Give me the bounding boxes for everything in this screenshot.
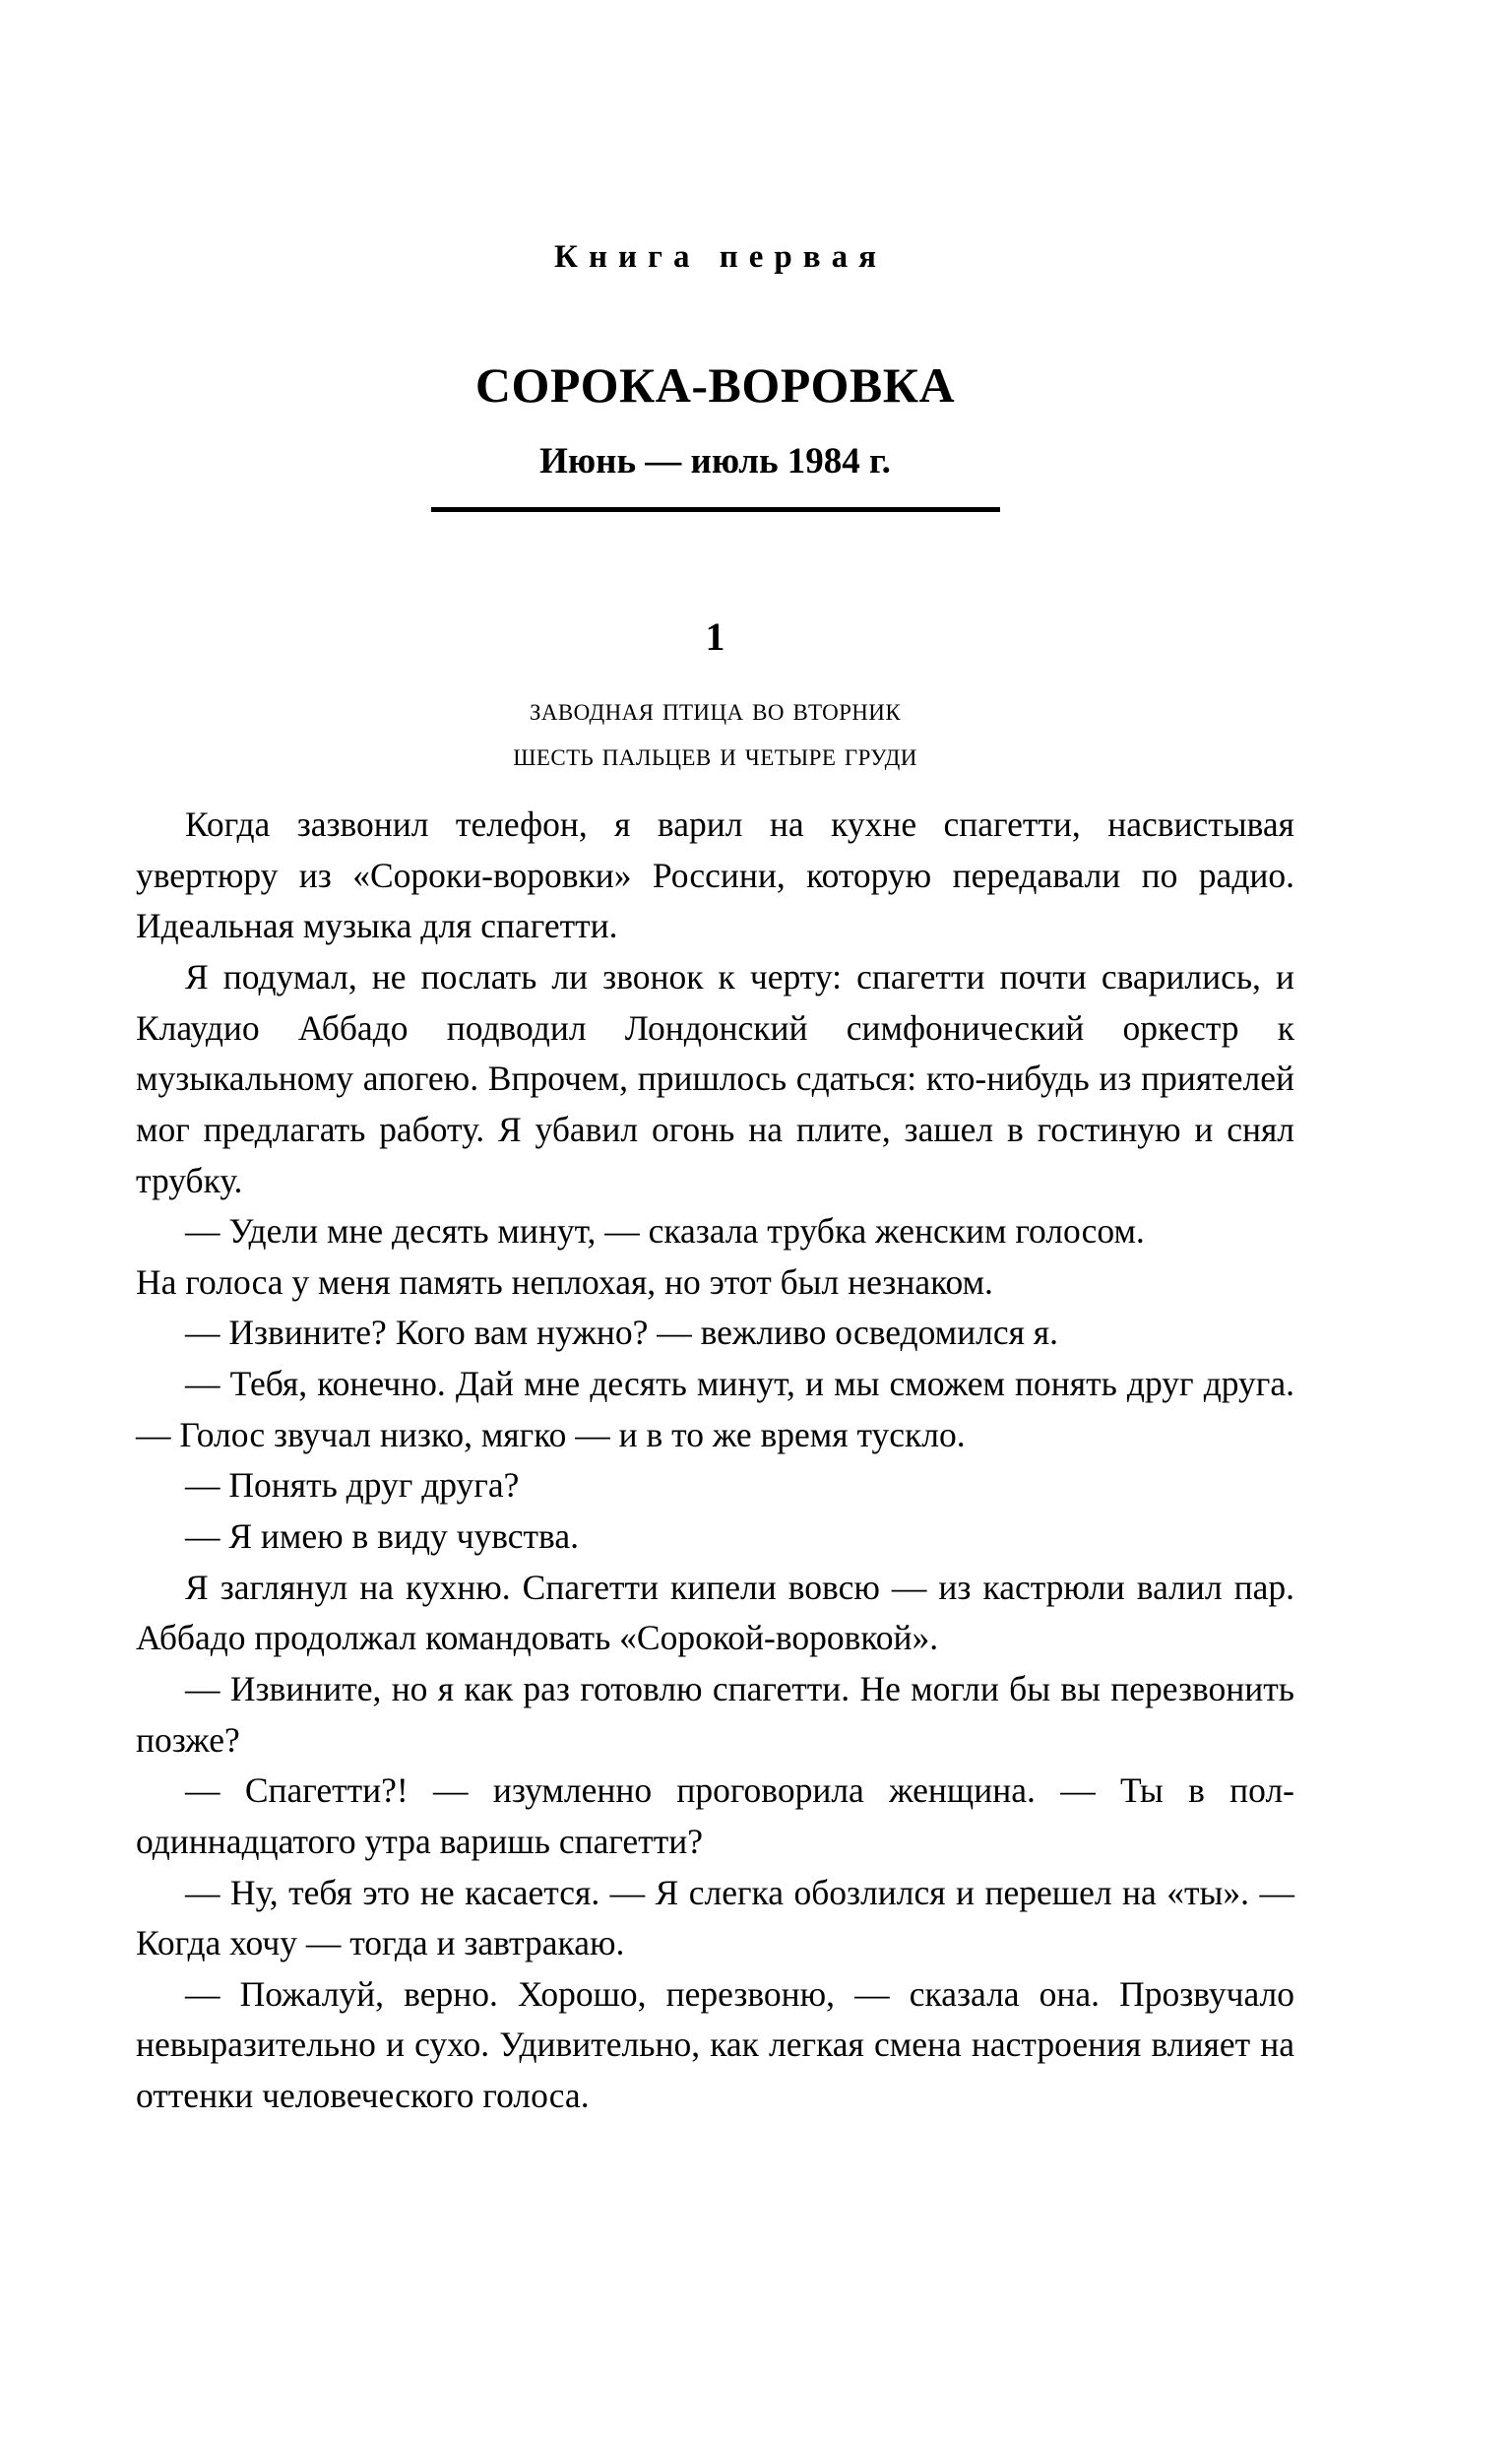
paragraph: — Ну, тебя это не касается. — Я слегка обозлился и перешел на «ты». — Когда хочу — тогда и завтракаю. bbox=[136, 1872, 1294, 1963]
horizontal-rule bbox=[431, 507, 1000, 512]
paragraph: — Удели мне десять минут, — сказала трубка женским голосом. bbox=[185, 1211, 1145, 1252]
part-label: Книга первая bbox=[554, 239, 887, 275]
paragraph: — Извините? Кого вам нужно? — вежливо осведомился я. bbox=[185, 1313, 1059, 1353]
chapter-subtitle-line-2: шесть пальцев и четыре груди bbox=[513, 737, 917, 773]
paragraph: Я заглянул на кухню. Спагетти кипели вовсю — из кастрюли валил пар. Аббадо продолжал командовать «Сорокой-воровкой». bbox=[136, 1567, 1294, 1658]
page-content-column bbox=[136, 0, 1294, 2122]
paragraph: Когда зазвонил телефон, я варил на кухне спагетти, насвистывая увертюру из «Сороки-воровки» Россини, которую передавали по радио. Идеальная музыка для спагетти. bbox=[136, 804, 1294, 946]
part-title: СОРОКА-ВОРОВКА bbox=[474, 357, 956, 414]
paragraph: — Спагетти?! — изумленно проговорила женщина. — Ты в пол-одиннадцатого утра варишь спагетти? bbox=[136, 1770, 1294, 1861]
paragraph: — Пожалуй, верно. Хорошо, перезвоню, — сказала она. Прозвучало невыразительно и сухо. Удивительно, как легкая смена настроения влияет на оттенки человеческого голоса. bbox=[136, 1973, 1294, 2116]
paragraph: — Извините, но я как раз готовлю спагетти. Не могли бы вы перезвонить позже? bbox=[136, 1668, 1294, 1760]
paragraph: Я подумал, не послать ли звонок к черту: спагетти почти сварились, и Клаудио Аббадо подводил Лондонский симфонический оркестр к музыкальному апогею. Впрочем, пришлось сдаться: кто-нибудь из приятелей мог предлагать работу. Я убавил огонь на плите, зашел в гостиную и снял трубку. bbox=[136, 956, 1294, 1200]
paragraph: — Тебя, конечно. Дай мне десять минут, и мы сможем понять друг друга. — Голос звучал низко, мягко — и в то же время тускло. bbox=[136, 1364, 1294, 1454]
title-divider-wrap bbox=[136, 482, 1294, 512]
part-date-range: Июнь — июль 1984 г. bbox=[539, 441, 891, 482]
paragraph: — Я имею в виду чувства. bbox=[185, 1516, 579, 1557]
chapter-number: 1 bbox=[705, 613, 725, 659]
chapter-subtitle-line-1: заводная птица во вторник bbox=[529, 691, 902, 728]
paragraph: На голоса у меня память неплохая, но этот был незнаком. bbox=[136, 1261, 993, 1302]
body-text bbox=[136, 778, 1294, 2122]
paragraph: — Понять друг друга? bbox=[185, 1465, 520, 1506]
